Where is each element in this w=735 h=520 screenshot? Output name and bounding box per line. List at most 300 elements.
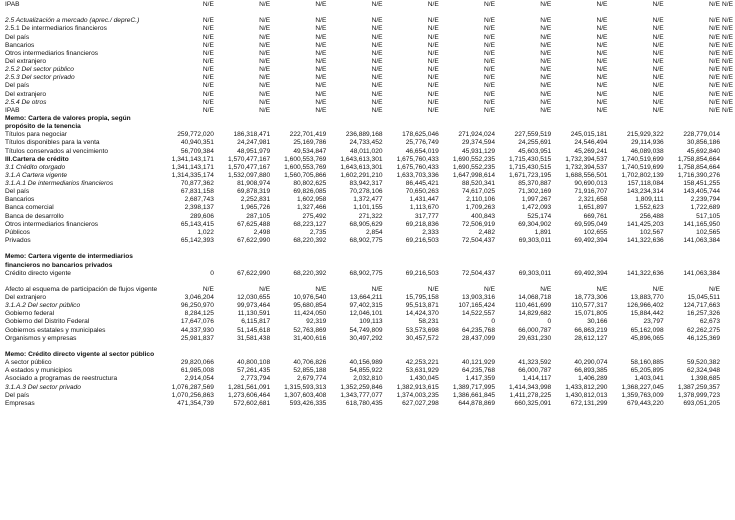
cell-value: N/E	[427, 49, 439, 57]
cell-value: 1,643,613,301	[340, 155, 383, 163]
cell-value: 2,321,658	[578, 196, 608, 204]
cell-value: 1,732,394,537	[565, 163, 608, 171]
cell-value: 69,595,049	[574, 220, 608, 228]
cell-value: 271,924,024	[458, 131, 495, 139]
cell-value: 45,931,129	[461, 147, 495, 155]
cell-value: 67,625,488	[237, 220, 271, 228]
cell-value: N/E	[427, 66, 439, 74]
cell-value: 54,749,809	[349, 326, 383, 334]
cell-value: 672,131,299	[570, 399, 608, 407]
row-label: Privados	[5, 237, 31, 245]
cell-value: 2,398,137	[184, 204, 214, 212]
cell-value: 69,492,394	[574, 269, 608, 277]
cell-value: 14,829,682	[518, 310, 552, 318]
cell-value: N/E	[596, 41, 608, 49]
cell-value: N/E	[202, 41, 214, 49]
cell-value: 693,051,205	[683, 399, 720, 407]
cell-value: 46,089,038	[630, 147, 664, 155]
row-label: 2.5 Actualización a mercado (aprec./ depreC.)	[5, 17, 140, 25]
cell-value: 1,647,998,614	[452, 171, 495, 179]
cell-value: 1,433,812,290	[565, 383, 608, 391]
cell-value: 1,675,760,433	[396, 155, 439, 163]
cell-value: N/E	[259, 41, 271, 49]
cell-value	[722, 131, 735, 139]
cell-value: N/E	[709, 106, 720, 114]
cell-value: 1,965,726	[240, 204, 271, 212]
cell-value: N/E	[371, 17, 383, 25]
cell-value: N/E	[427, 33, 439, 41]
cell-value: 228,779,014	[683, 131, 720, 139]
cell-value: N/E	[484, 17, 495, 25]
cell-value	[722, 245, 735, 269]
cell-value: N/E	[202, 106, 214, 114]
cell-value: 11,130,591	[237, 310, 271, 318]
cell-value: 68,220,392	[293, 269, 327, 277]
cell-value	[609, 115, 665, 131]
cell-value	[385, 245, 441, 269]
cell-value: N/E	[202, 17, 214, 25]
cell-value: N/E	[484, 98, 495, 106]
cell-value: 72,504,437	[461, 269, 495, 277]
cell-value: N/E	[259, 57, 271, 65]
cell-value: 1,315,593,313	[284, 383, 327, 391]
cell-value: 66,000,787	[518, 326, 552, 334]
cell-value: N/E	[540, 57, 552, 65]
cell-value: 1,722,689	[690, 204, 720, 212]
cell-value: 0	[491, 318, 495, 326]
cell-value: 25,981,837	[180, 334, 214, 342]
cell-value: 67,622,990	[237, 269, 271, 277]
row-label: Del país	[5, 33, 30, 41]
cell-value	[666, 245, 722, 269]
cell-value: 141,322,636	[626, 269, 664, 277]
cell-value: 0	[210, 269, 214, 277]
cell-value: N/E	[540, 98, 552, 106]
cell-value: N/E	[722, 106, 733, 114]
table-row	[4, 99, 735, 107]
cell-value: 14,068,718	[518, 294, 552, 301]
cell-value: 61,985,008	[180, 367, 214, 375]
cell-value: 1,281,561,091	[227, 383, 271, 391]
cell-value: N/E	[652, 66, 664, 74]
row-label: 3.1 Crédito otorgado	[5, 163, 66, 171]
cell-value: N/E	[315, 98, 327, 106]
cell-value: 1,374,003,235	[396, 391, 439, 399]
cell-value: N/E	[709, 98, 720, 106]
cell-value: N/E	[202, 74, 214, 82]
cell-value: N/E	[709, 90, 720, 98]
cell-value	[328, 245, 384, 269]
table-row	[4, 367, 735, 375]
cell-value: N/E	[722, 90, 733, 98]
cell-value: N/E	[709, 57, 720, 65]
cell-value: N/E	[540, 82, 552, 90]
cell-value: 525,174	[527, 212, 552, 220]
cell-value: 1,389,717,995	[452, 383, 495, 391]
cell-value	[160, 245, 216, 269]
cell-value: 1,403,041	[634, 375, 664, 383]
cell-value: 53,631,929	[405, 367, 439, 375]
cell-value: 56,709,384	[180, 147, 214, 155]
cell-value: N/E	[315, 25, 327, 33]
cell-value: N/E	[652, 74, 664, 82]
cell-value	[722, 139, 735, 147]
row-label: Bancarios	[5, 41, 35, 49]
cell-value: 88,520,341	[461, 180, 495, 188]
cell-value: N/E	[427, 57, 439, 65]
cell-value: 618,780,435	[345, 399, 383, 407]
cell-value: 90,690,013	[574, 180, 608, 188]
cell-value: 1,341,143,171	[171, 155, 214, 163]
cell-value: 2,333	[422, 228, 439, 236]
row-label: Del extranjero	[5, 57, 47, 65]
cell-value: 15,795,158	[405, 294, 439, 301]
cell-value: 1,600,553,769	[284, 163, 327, 171]
cell-value: 222,701,419	[289, 131, 327, 139]
cell-value	[722, 172, 735, 180]
cell-value: 1,690,552,235	[452, 163, 495, 171]
cell-value: N/E	[652, 1, 664, 8]
cell-value: 1,740,519,699	[621, 163, 664, 171]
cell-value: N/E	[596, 25, 608, 33]
cell-value: N/E	[315, 57, 327, 65]
table-row	[4, 82, 735, 90]
cell-value	[441, 343, 497, 359]
cell-value: 69,216,503	[405, 237, 439, 245]
cell-value: N/E	[540, 106, 552, 114]
cell-value: N/E	[484, 33, 495, 41]
cell-value: 71,916,707	[574, 188, 608, 196]
table-row	[4, 221, 735, 229]
cell-value: 83,942,317	[349, 180, 383, 188]
cell-value: 69,304,902	[518, 220, 552, 228]
cell-value: 70,877,362	[180, 180, 214, 188]
cell-value: 24,546,494	[574, 139, 608, 147]
cell-value: 2,687,743	[184, 196, 214, 204]
cell-value: N/E	[540, 90, 552, 98]
table-row	[4, 213, 735, 221]
table-row	[4, 237, 735, 245]
cell-value: 124,717,663	[683, 302, 720, 310]
cell-value: 1,570,477,167	[227, 155, 271, 163]
cell-value: 68,220,392	[293, 237, 327, 245]
cell-value: N/E	[596, 74, 608, 82]
cell-value: 8,284,125	[184, 310, 214, 318]
cell-value	[160, 343, 216, 359]
cell-value: N/E	[540, 285, 552, 293]
cell-value: 31,581,438	[237, 334, 271, 342]
cell-value: N/E	[652, 25, 664, 33]
row-label: Gobierno federal	[5, 310, 55, 318]
cell-value: 30,497,292	[349, 334, 383, 342]
row-label: IPAB	[5, 1, 20, 8]
cell-value: 67,622,990	[237, 237, 271, 245]
row-label: Banca de desarrollo	[5, 212, 64, 220]
cell-value: 72,504,437	[461, 237, 495, 245]
cell-value: 1,386,661,845	[452, 391, 495, 399]
cell-value: 69,826,085	[293, 188, 327, 196]
cell-value: 16,257,326	[686, 310, 720, 318]
cell-value: N/E	[652, 90, 664, 98]
cell-value: 29,114,936	[631, 139, 664, 147]
table-row	[4, 327, 735, 335]
cell-value: N/E	[202, 57, 214, 65]
cell-value: 86,445,421	[405, 180, 439, 188]
cell-value: N/E	[259, 90, 271, 98]
cell-value: 42,253,221	[405, 359, 439, 367]
table-row	[4, 164, 735, 172]
cell-value	[722, 392, 735, 400]
row-label: IPAB	[5, 106, 20, 114]
cell-value: 1,740,519,699	[621, 155, 664, 163]
cell-value: 85,370,887	[518, 180, 552, 188]
cell-value: N/E	[540, 33, 552, 41]
table-row	[4, 270, 735, 278]
cell-value: N/E	[259, 1, 271, 8]
cell-value	[272, 343, 328, 359]
table-row	[4, 91, 735, 99]
cell-value: N/E	[722, 82, 733, 90]
row-label: Títulos conservados al vencimiento	[5, 147, 108, 155]
cell-value: 1,560,705,866	[284, 171, 327, 179]
cell-value: N/E	[709, 17, 720, 25]
cell-value: N/E	[709, 1, 720, 8]
row-label: Otros intermediarios financieros	[5, 49, 99, 57]
row-label: 2.5.3 Del sector privado	[5, 74, 75, 82]
cell-value	[385, 343, 441, 359]
cell-value: 141,063,384	[683, 269, 720, 277]
cell-value: N/E	[709, 25, 720, 33]
cell-value: N/E	[722, 66, 733, 74]
cell-value: N/E	[722, 33, 733, 41]
cell-value: 1,643,613,301	[340, 163, 383, 171]
cell-value: 1,314,335,174	[171, 171, 214, 179]
cell-value: 52,763,869	[293, 326, 327, 334]
row-label: Del país	[5, 391, 30, 399]
cell-value: N/E	[722, 41, 733, 49]
cell-value	[722, 384, 735, 392]
cell-value: 1,702,802,139	[621, 171, 664, 179]
cell-value: 70,278,106	[349, 188, 383, 196]
cell-value: N/E	[371, 285, 383, 293]
cell-value: 2,773,794	[240, 375, 271, 383]
cell-value: 517,105	[696, 212, 720, 220]
cell-value: N/E	[315, 17, 327, 25]
cell-value: 13,903,316	[461, 294, 495, 301]
cell-value: 1,327,466	[297, 204, 327, 212]
cell-value	[160, 115, 216, 131]
cell-value: 68,902,775	[349, 269, 383, 277]
cell-value: 66,000,787	[518, 367, 552, 375]
cell-value	[722, 196, 735, 204]
row-label: Títulos para negociar	[5, 131, 67, 139]
cell-value	[216, 245, 272, 269]
cell-value: N/E	[540, 25, 552, 33]
cell-value: N/E	[315, 285, 327, 293]
cell-value: 1,472,093	[521, 204, 552, 212]
cell-value: N/E	[202, 49, 214, 57]
cell-value: 2,735	[309, 228, 327, 236]
cell-value: 95,513,871	[405, 302, 439, 310]
cell-value: 669,761	[583, 212, 608, 220]
row-label: III.Cartera de crédito	[5, 155, 69, 163]
cell-value: 65,143,415	[180, 220, 214, 228]
row-label: 3.1.A.3 Del sector privado	[5, 383, 81, 391]
cell-value: 11,424,050	[293, 310, 327, 318]
cell-value: N/E	[709, 285, 720, 293]
table-row	[4, 278, 735, 294]
cell-value: 2,498	[253, 228, 271, 236]
cell-value: 17,647,076	[180, 318, 214, 326]
cell-value: 18,773,306	[574, 294, 608, 301]
cell-value: N/E	[202, 25, 214, 33]
cell-value: N/E	[259, 66, 271, 74]
cell-value: N/E	[315, 106, 327, 114]
cell-value: N/E	[722, 17, 733, 25]
cell-value	[609, 245, 665, 269]
cell-value: N/E	[259, 106, 271, 114]
cell-value: 2,110,106	[466, 196, 495, 204]
cell-value: 70,650,263	[405, 188, 439, 196]
cell-value: N/E	[540, 41, 552, 49]
table-row	[4, 25, 735, 33]
cell-value	[216, 343, 272, 359]
cell-value: N/E	[652, 17, 664, 25]
cell-value: 0	[547, 318, 552, 326]
cell-value: 143,405,744	[683, 188, 720, 196]
cell-value: 1,387,259,357	[677, 383, 720, 391]
cell-value	[553, 115, 609, 131]
table-row	[4, 66, 735, 74]
cell-value	[216, 115, 272, 131]
cell-value: 62,262,275	[686, 326, 720, 334]
cell-value: 69,218,836	[405, 220, 439, 228]
cell-value: 72,506,919	[461, 220, 495, 228]
table-row	[4, 50, 735, 58]
row-label: 2.5.4 De otros	[5, 98, 47, 106]
cell-value: 15,071,805	[574, 310, 608, 318]
cell-value: N/E	[652, 41, 664, 49]
table-row	[4, 294, 735, 302]
cell-value: N/E	[371, 49, 383, 57]
cell-value: 141,165,950	[683, 220, 720, 228]
row-label: 3.1.A.2 Del sector público	[5, 302, 81, 310]
cell-value: N/E	[427, 90, 439, 98]
cell-value: N/E	[315, 90, 327, 98]
cell-value: 1,307,603,408	[284, 391, 327, 399]
cell-value	[722, 375, 735, 383]
row-label: Memo: Cartera de valores propia, según propósito de la tenencia	[5, 115, 131, 131]
table-row	[4, 139, 735, 147]
cell-value: N/E	[259, 49, 271, 57]
table-row	[4, 131, 735, 139]
cell-value: N/E	[652, 33, 664, 41]
cell-value: N/E	[427, 98, 439, 106]
cell-value: N/E	[427, 82, 439, 90]
cell-value: N/E	[596, 49, 608, 57]
cell-value: 51,145,618	[237, 326, 271, 334]
cell-value: N/E	[484, 66, 495, 74]
cell-value: N/E	[202, 33, 214, 41]
cell-value: 41,323,592	[518, 359, 552, 367]
cell-value: 1,022	[197, 228, 214, 236]
cell-value: 271,322	[358, 212, 383, 220]
cell-value: N/E	[484, 1, 495, 8]
cell-value: 1,532,097,880	[227, 171, 271, 179]
cell-value: N/E	[371, 90, 383, 98]
cell-value: 81,908,974	[237, 180, 271, 188]
cell-value: 65,205,895	[630, 367, 664, 375]
cell-value: N/E	[371, 57, 383, 65]
cell-value: 45,896,065	[630, 334, 664, 342]
cell-value	[722, 335, 735, 343]
cell-value	[441, 115, 497, 131]
cell-value: N/E	[722, 57, 733, 65]
cell-value: N/E	[315, 82, 327, 90]
cell-value: N/E	[484, 285, 495, 293]
cell-value: N/E	[722, 1, 733, 8]
table-row	[4, 392, 735, 400]
cell-value: N/E	[484, 82, 495, 90]
cell-value	[722, 188, 735, 196]
cell-value: 1,406,289	[578, 375, 608, 383]
row-label: Gobierno del Distrito Federal	[5, 318, 90, 326]
cell-value: 62,673	[699, 318, 720, 326]
cell-value: 259,772,020	[177, 131, 214, 139]
cell-value: 57,261,435	[237, 367, 271, 375]
cell-value: N/E	[596, 66, 608, 74]
cell-value: 1,341,143,171	[171, 163, 214, 171]
cell-value: 110,577,317	[571, 302, 608, 310]
cell-value: 52,855,188	[293, 367, 327, 375]
cell-value: 1,368,227,045	[621, 383, 664, 391]
cell-value: N/E	[596, 57, 608, 65]
row-label: 2.5.2 Del sector público	[5, 66, 74, 74]
cell-value: N/E	[202, 98, 214, 106]
cell-value: N/E	[427, 41, 439, 49]
row-label: Otros intermediarios financieros	[5, 220, 99, 228]
cell-value: 66,893,385	[574, 367, 608, 375]
cell-value: 317,777	[414, 212, 439, 220]
cell-value: 2,239,794	[690, 196, 720, 204]
cell-value: 15,884,442	[630, 310, 664, 318]
cell-value: 40,800,108	[237, 359, 271, 367]
cell-value	[553, 245, 609, 269]
cell-value: 65,162,098	[630, 326, 664, 334]
cell-value: 69,492,394	[574, 237, 608, 245]
cell-value: 2,854	[366, 228, 383, 236]
cell-value	[385, 115, 441, 131]
cell-value: 471,354,739	[177, 399, 214, 407]
cell-value: N/E	[371, 74, 383, 82]
table-row	[4, 375, 735, 383]
cell-value	[722, 359, 735, 367]
table-row	[4, 335, 735, 343]
table-row	[4, 400, 735, 408]
cell-value: N/E	[722, 98, 733, 106]
cell-value: 107,165,424	[458, 302, 495, 310]
row-label: Memo: Cartera vigente de intermediarios financieros no bancarios privados	[5, 253, 133, 269]
cell-value: 12,046,101	[349, 310, 383, 318]
cell-value: 1,382,913,615	[396, 383, 439, 391]
cell-value	[722, 237, 735, 245]
row-label: Públicos	[5, 228, 30, 236]
cell-value: N/E	[371, 1, 383, 8]
cell-value: 24,255,691	[518, 139, 552, 147]
cell-value	[722, 115, 735, 131]
cell-value: N/E	[259, 17, 271, 25]
cell-value: 178,625,046	[402, 131, 439, 139]
